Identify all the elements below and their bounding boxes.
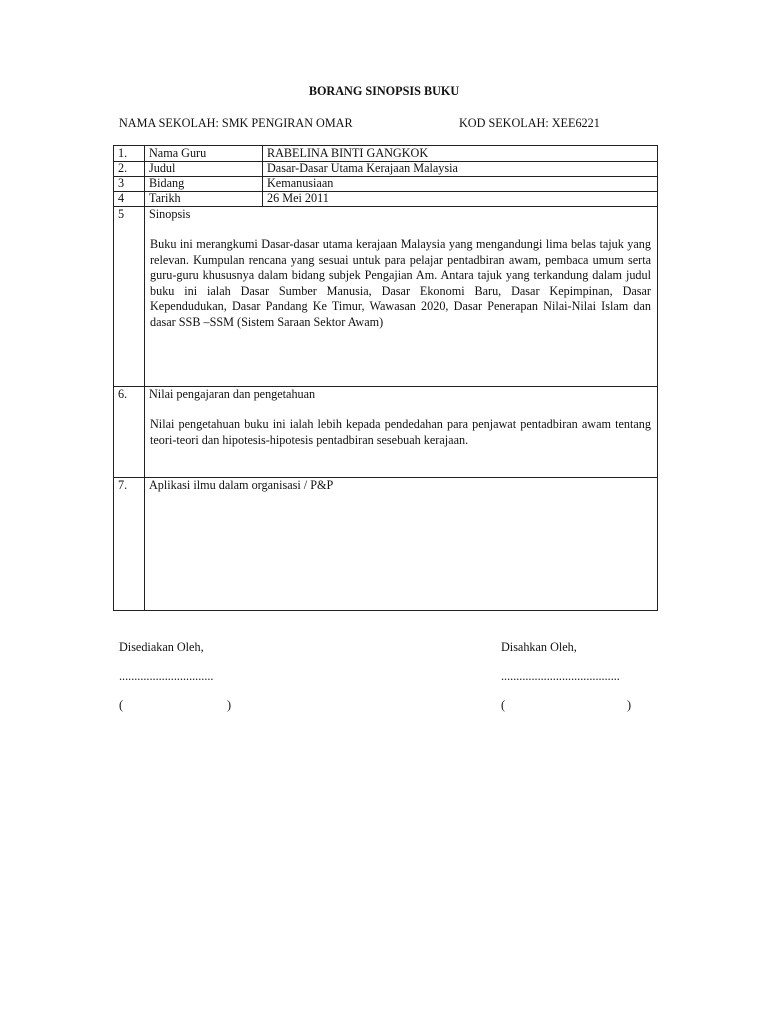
row-number: 1. bbox=[118, 146, 128, 160]
approved-signature-line: ....................................... bbox=[501, 669, 620, 683]
row-value: 26 Mei 2011 bbox=[267, 191, 329, 205]
row-divider bbox=[114, 191, 657, 192]
application-label: Aplikasi ilmu dalam organisasi / P&P bbox=[149, 478, 334, 492]
approved-by-label: Disahkan Oleh, bbox=[501, 640, 577, 654]
form-title: BORANG SINOPSIS BUKU bbox=[308, 84, 460, 98]
synopsis-label: Sinopsis bbox=[149, 207, 191, 221]
synopsis-table bbox=[113, 145, 658, 611]
row-value: Kemanusiaan bbox=[267, 176, 334, 190]
prepared-by-block bbox=[119, 640, 239, 713]
row-number: 3 bbox=[118, 176, 125, 190]
row-label: Nama Guru bbox=[149, 146, 207, 160]
paren-open: ( bbox=[501, 698, 506, 712]
synopsis-text: Buku ini merangkumi Dasar-dasar utama kerajaan Malaysia yang mengandungi lima belas tajuk yang relevan. Kumpulan rencana yang sesuai untuk para pelajar pentadbiran awam, pembaca umum serta guru-guru khususnya dalam bidang subjek Pengajian Am. Antara tajuk yang terkandung dalam judul buku ini ialah Dasar Sumber Manusia, Dasar Ekonomi Baru, Dasar Kepimpinan, Dasar Kependudukan, Dasar Pandang Ke Timur, Wawasan 2020, Dasar Penerapan Nilai-Nilai Islam dan dasar SSB –SSM (Sistem Saraan Sektor Awam) bbox=[150, 237, 651, 329]
row-divider bbox=[114, 206, 657, 207]
row-label: Tarikh bbox=[149, 191, 181, 205]
row-number: 7. bbox=[118, 478, 128, 492]
school-name: NAMA SEKOLAH: SMK PENGIRAN OMAR bbox=[119, 116, 353, 130]
row-number: 5 bbox=[118, 207, 125, 221]
column-divider bbox=[262, 146, 263, 206]
row-number: 4 bbox=[118, 191, 125, 205]
column-divider bbox=[144, 146, 145, 610]
row-label: Judul bbox=[149, 161, 176, 175]
row-number: 6. bbox=[118, 387, 128, 401]
row-value: Dasar-Dasar Utama Kerajaan Malaysia bbox=[267, 161, 458, 175]
prepared-signature-line: ............................... bbox=[119, 669, 214, 683]
row-number: 2. bbox=[118, 161, 128, 175]
row-label: Bidang bbox=[149, 176, 185, 190]
school-code: KOD SEKOLAH: XEE6221 bbox=[459, 116, 600, 130]
paren-open: ( bbox=[119, 698, 124, 712]
row-divider bbox=[114, 176, 657, 177]
row-value: RABELINA BINTI GANGKOK bbox=[267, 146, 429, 160]
paren-close: ) bbox=[627, 698, 632, 712]
prepared-by-label: Disediakan Oleh, bbox=[119, 640, 204, 654]
prepared-name-parentheses bbox=[119, 698, 239, 713]
values-label: Nilai pengajaran dan pengetahuan bbox=[149, 387, 316, 401]
values-text: Nilai pengetahuan buku ini ialah lebih kepada pendedahan para penjawat pentadbiran awam tentang teori-teori dan hipotesis-hipotesis pentadbiran sesebuah kerajaan. bbox=[150, 417, 651, 447]
approved-name-parentheses bbox=[501, 698, 641, 713]
approved-by-block bbox=[501, 640, 641, 713]
paren-close: ) bbox=[227, 698, 232, 712]
